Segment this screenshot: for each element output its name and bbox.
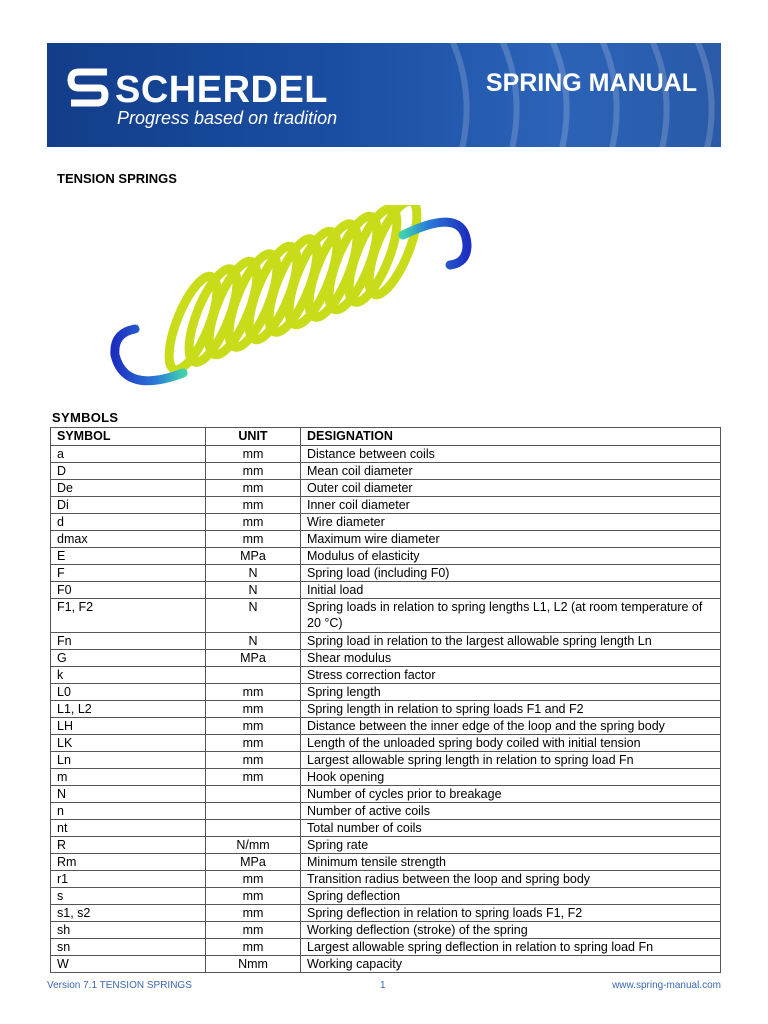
table-row bbox=[51, 939, 721, 956]
table-row bbox=[51, 956, 721, 973]
table-row bbox=[51, 548, 721, 565]
symbol-cell: D bbox=[51, 463, 206, 480]
symbol-cell: sh bbox=[51, 922, 206, 939]
table-row bbox=[51, 769, 721, 786]
unit-cell bbox=[206, 667, 301, 684]
unit-cell: MPa bbox=[206, 548, 301, 565]
symbol-cell: sn bbox=[51, 939, 206, 956]
table-row bbox=[51, 854, 721, 871]
unit-cell: mm bbox=[206, 701, 301, 718]
column-header-designation: DESIGNATION bbox=[301, 428, 721, 446]
designation-cell: Spring deflection in relation to spring loads F1, F2 bbox=[301, 905, 721, 922]
symbol-cell: s bbox=[51, 888, 206, 905]
symbol-cell: d bbox=[51, 514, 206, 531]
table-header-row bbox=[51, 428, 721, 446]
symbol-cell: L0 bbox=[51, 684, 206, 701]
symbol-cell: F bbox=[51, 565, 206, 582]
unit-cell: mm bbox=[206, 922, 301, 939]
unit-cell: mm bbox=[206, 463, 301, 480]
symbol-cell: k bbox=[51, 667, 206, 684]
unit-cell: mm bbox=[206, 446, 301, 463]
table-row bbox=[51, 463, 721, 480]
table-row bbox=[51, 565, 721, 582]
symbol-cell: E bbox=[51, 548, 206, 565]
designation-cell: Spring loads in relation to spring lengths L1, L2 (at room temperature of 20 °C) bbox=[301, 599, 721, 633]
unit-cell: mm bbox=[206, 888, 301, 905]
designation-cell: Total number of coils bbox=[301, 820, 721, 837]
unit-cell: mm bbox=[206, 718, 301, 735]
table-row bbox=[51, 599, 721, 633]
symbol-cell: De bbox=[51, 480, 206, 497]
designation-cell: Outer coil diameter bbox=[301, 480, 721, 497]
unit-cell: mm bbox=[206, 480, 301, 497]
unit-cell: mm bbox=[206, 735, 301, 752]
table-row bbox=[51, 752, 721, 769]
table-row bbox=[51, 905, 721, 922]
symbol-cell: F0 bbox=[51, 582, 206, 599]
table-row bbox=[51, 514, 721, 531]
unit-cell: N bbox=[206, 599, 301, 633]
unit-cell bbox=[206, 820, 301, 837]
symbol-cell: n bbox=[51, 803, 206, 820]
unit-cell: mm bbox=[206, 871, 301, 888]
symbol-cell: Rm bbox=[51, 854, 206, 871]
footer-version: Version 7.1 TENSION SPRINGS bbox=[47, 980, 192, 991]
symbol-cell: Di bbox=[51, 497, 206, 514]
table-row bbox=[51, 701, 721, 718]
symbol-cell: L1, L2 bbox=[51, 701, 206, 718]
symbol-cell: F1, F2 bbox=[51, 599, 206, 633]
table-row bbox=[51, 735, 721, 752]
symbol-cell: s1, s2 bbox=[51, 905, 206, 922]
symbol-cell: G bbox=[51, 650, 206, 667]
tension-spring-illustration bbox=[105, 205, 475, 395]
designation-cell: Mean coil diameter bbox=[301, 463, 721, 480]
table-row bbox=[51, 531, 721, 548]
symbol-cell: dmax bbox=[51, 531, 206, 548]
designation-cell: Largest allowable spring length in relation to spring load Fn bbox=[301, 752, 721, 769]
symbol-cell: Fn bbox=[51, 633, 206, 650]
unit-cell: N/mm bbox=[206, 837, 301, 854]
designation-cell: Number of cycles prior to breakage bbox=[301, 786, 721, 803]
symbols-title: SYMBOLS bbox=[52, 410, 119, 425]
unit-cell: N bbox=[206, 565, 301, 582]
designation-cell: Spring length in relation to spring loads F1 and F2 bbox=[301, 701, 721, 718]
scherdel-logo-icon bbox=[67, 68, 111, 108]
table-row bbox=[51, 684, 721, 701]
designation-cell: Spring rate bbox=[301, 837, 721, 854]
symbol-cell: r1 bbox=[51, 871, 206, 888]
designation-cell: Modulus of elasticity bbox=[301, 548, 721, 565]
designation-cell: Shear modulus bbox=[301, 650, 721, 667]
designation-cell: Spring load in relation to the largest allowable spring length Ln bbox=[301, 633, 721, 650]
unit-cell bbox=[206, 803, 301, 820]
header-banner bbox=[47, 43, 721, 147]
symbol-cell: nt bbox=[51, 820, 206, 837]
symbols-table bbox=[50, 427, 721, 973]
designation-cell: Number of active coils bbox=[301, 803, 721, 820]
table-row bbox=[51, 820, 721, 837]
designation-cell: Distance between the inner edge of the loop and the spring body bbox=[301, 718, 721, 735]
designation-cell: Initial load bbox=[301, 582, 721, 599]
symbol-cell: Ln bbox=[51, 752, 206, 769]
designation-cell: Transition radius between the loop and spring body bbox=[301, 871, 721, 888]
table-row bbox=[51, 446, 721, 463]
designation-cell: Maximum wire diameter bbox=[301, 531, 721, 548]
unit-cell: MPa bbox=[206, 854, 301, 871]
table-row bbox=[51, 888, 721, 905]
column-header-symbol: SYMBOL bbox=[51, 428, 206, 446]
table-row bbox=[51, 650, 721, 667]
designation-cell: Working deflection (stroke) of the spring bbox=[301, 922, 721, 939]
symbol-cell: W bbox=[51, 956, 206, 973]
brand-name: SCHERDEL bbox=[115, 69, 329, 111]
designation-cell: Largest allowable spring deflection in relation to spring load Fn bbox=[301, 939, 721, 956]
table-row bbox=[51, 497, 721, 514]
unit-cell: N bbox=[206, 582, 301, 599]
unit-cell: Nmm bbox=[206, 956, 301, 973]
symbol-cell: a bbox=[51, 446, 206, 463]
table-row bbox=[51, 786, 721, 803]
designation-cell: Minimum tensile strength bbox=[301, 854, 721, 871]
unit-cell bbox=[206, 786, 301, 803]
unit-cell: mm bbox=[206, 531, 301, 548]
unit-cell: N bbox=[206, 633, 301, 650]
unit-cell: mm bbox=[206, 769, 301, 786]
table-row bbox=[51, 582, 721, 599]
designation-cell: Wire diameter bbox=[301, 514, 721, 531]
designation-cell: Distance between coils bbox=[301, 446, 721, 463]
symbol-cell: R bbox=[51, 837, 206, 854]
unit-cell: mm bbox=[206, 752, 301, 769]
table-row bbox=[51, 667, 721, 684]
table-row bbox=[51, 837, 721, 854]
unit-cell: MPa bbox=[206, 650, 301, 667]
manual-title: SPRING MANUAL bbox=[485, 69, 697, 97]
unit-cell: mm bbox=[206, 514, 301, 531]
unit-cell: mm bbox=[206, 684, 301, 701]
section-title: TENSION SPRINGS bbox=[57, 171, 177, 186]
symbol-cell: N bbox=[51, 786, 206, 803]
designation-cell: Working capacity bbox=[301, 956, 721, 973]
table-row bbox=[51, 871, 721, 888]
footer-url-link[interactable]: www.spring-manual.com bbox=[612, 980, 721, 991]
table-row bbox=[51, 803, 721, 820]
table-row bbox=[51, 718, 721, 735]
footer-page-number: 1 bbox=[380, 980, 386, 991]
unit-cell: mm bbox=[206, 497, 301, 514]
designation-cell: Spring load (including F0) bbox=[301, 565, 721, 582]
symbol-cell: LH bbox=[51, 718, 206, 735]
table-row bbox=[51, 922, 721, 939]
unit-cell: mm bbox=[206, 939, 301, 956]
designation-cell: Inner coil diameter bbox=[301, 497, 721, 514]
designation-cell: Stress correction factor bbox=[301, 667, 721, 684]
unit-cell: mm bbox=[206, 905, 301, 922]
table-row bbox=[51, 480, 721, 497]
symbol-cell: m bbox=[51, 769, 206, 786]
designation-cell: Spring length bbox=[301, 684, 721, 701]
column-header-unit: UNIT bbox=[206, 428, 301, 446]
designation-cell: Spring deflection bbox=[301, 888, 721, 905]
table-row bbox=[51, 633, 721, 650]
designation-cell: Length of the unloaded spring body coiled with initial tension bbox=[301, 735, 721, 752]
symbol-cell: LK bbox=[51, 735, 206, 752]
designation-cell: Hook opening bbox=[301, 769, 721, 786]
brand-tagline: Progress based on tradition bbox=[117, 108, 338, 128]
